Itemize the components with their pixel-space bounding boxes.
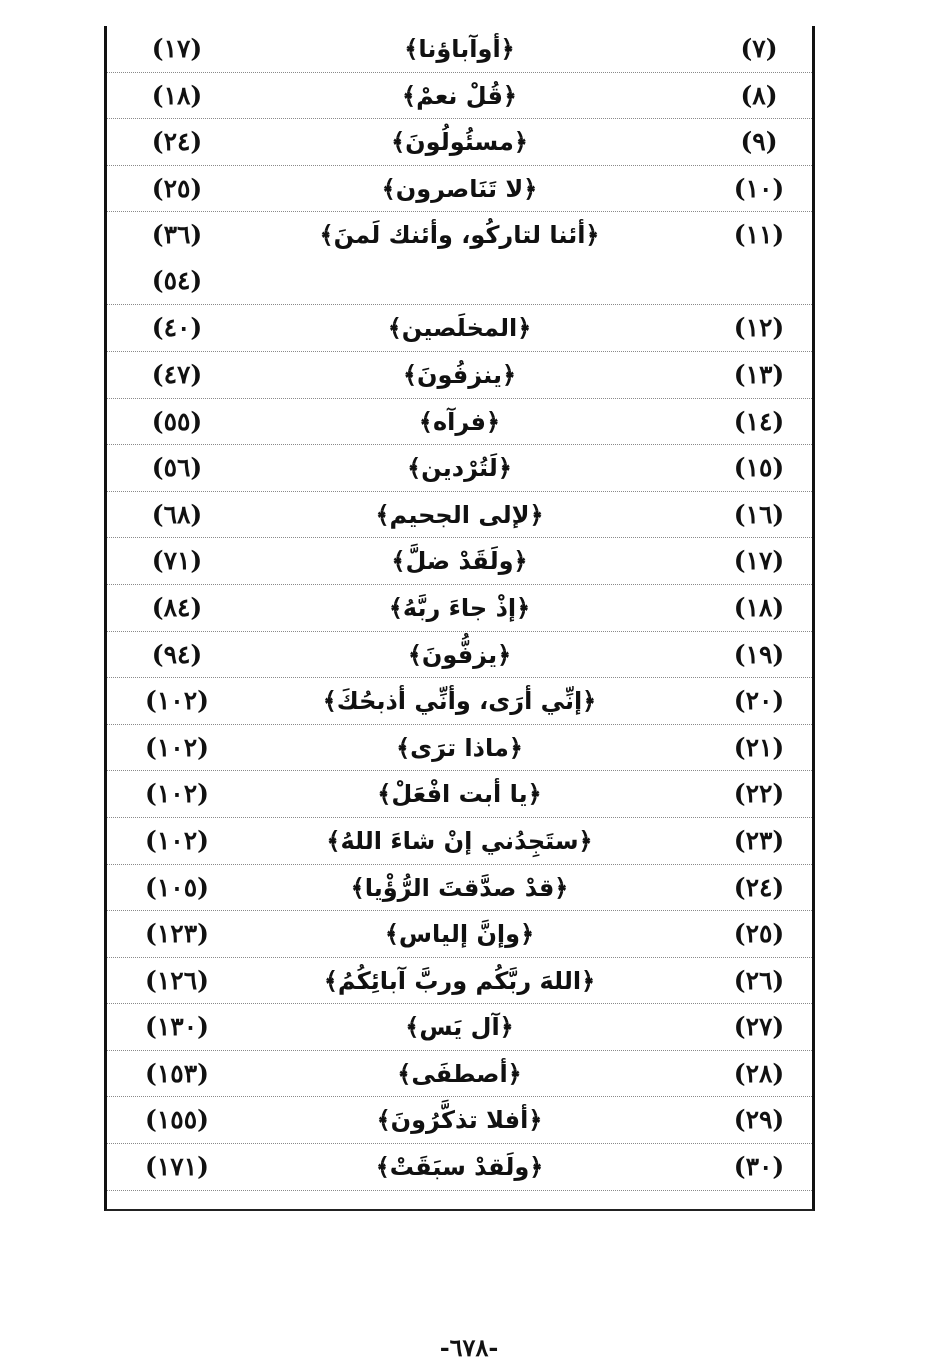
entry-number: (١٦) [733, 499, 785, 529]
verse-number: (١٢٦) [145, 965, 209, 995]
entry-number: (٨) [740, 80, 778, 110]
table-row [107, 1051, 812, 1098]
entry-number: (٢٥) [733, 919, 785, 949]
verse-number: (١٠٥) [145, 872, 209, 902]
page-number: -٦٧٨- [439, 1333, 499, 1362]
entry-number: (١٥) [733, 453, 785, 483]
entry-number: (١٩) [733, 639, 785, 669]
verse-number: (١٣٠) [145, 1012, 209, 1042]
verse-number: (٤٠) [151, 313, 203, 343]
entry-number: (٣٠) [733, 1152, 785, 1182]
verse-number: (١٨) [151, 80, 203, 110]
quran-word: ﴿يزفُّونَ﴾ [407, 640, 512, 669]
entry-number: (٢٨) [733, 1058, 785, 1088]
entry-number: (٢٠) [733, 686, 785, 716]
entry-number: (٢٢) [733, 779, 785, 809]
table-row [107, 1144, 812, 1191]
table-row [107, 632, 812, 679]
table-row [107, 26, 812, 73]
entry-number: (١٢) [733, 313, 785, 343]
readings-table [104, 26, 815, 1211]
table-row [107, 492, 812, 539]
verse-number: (٢٤) [151, 127, 203, 157]
quran-word: ﴿وإنَّ إلياس﴾ [384, 920, 535, 949]
verse-number: (١٧١) [145, 1152, 209, 1182]
table-row [107, 911, 812, 958]
verse-number: (٥٥) [151, 406, 203, 436]
entry-number: (٢٦) [733, 965, 785, 995]
entry-number: (١٣) [733, 359, 785, 389]
quran-word: ﴿أصطفَى﴾ [397, 1059, 522, 1088]
table-row [107, 119, 812, 166]
quran-word: ﴿لَتُرْدين﴾ [407, 454, 512, 483]
quran-word: ﴿آل يَس﴾ [405, 1013, 514, 1042]
entry-number: (٩) [740, 127, 778, 157]
entry-number: (٢٣) [733, 825, 785, 855]
table-row [107, 958, 812, 1005]
quran-word: ﴿قُلْ نعمْ﴾ [402, 81, 517, 110]
verse-number-secondary: (٥٤) [151, 266, 203, 296]
table-row [107, 352, 812, 399]
table-row [107, 585, 812, 632]
table-row [107, 678, 812, 725]
entry-number: (١٠) [733, 173, 785, 203]
table-row [107, 1004, 812, 1051]
verse-number: (٤٧) [151, 359, 203, 389]
quran-word: ﴿ولَقَدْ ضلَّ﴾ [391, 547, 528, 576]
table-row [107, 166, 812, 213]
entry-number: (١١) [733, 220, 785, 250]
verse-number: (١٥٣) [145, 1058, 209, 1088]
quran-word: ﴿ينزفُونَ﴾ [402, 360, 517, 389]
entry-number: (١٧) [733, 546, 785, 576]
quran-word: ﴿أفلا تذكَّرُونَ﴾ [376, 1106, 543, 1135]
verse-number: (٣٦) [151, 220, 203, 250]
quran-word: ﴿المخلَصين﴾ [387, 314, 532, 343]
verse-number: (١٠٢) [145, 825, 209, 855]
verse-number: (١٠٢) [145, 732, 209, 762]
table-row [107, 725, 812, 772]
quran-word: ﴿مسئُولُونَ﴾ [391, 128, 528, 157]
quran-word: ﴿ولَقدْ سبَقَتْ﴾ [375, 1153, 544, 1182]
quran-word: ﴿إنِّي أرَى، وأنِّي أذبحُكَ﴾ [322, 687, 597, 716]
quran-word: ﴿لا تَنَاصرون﴾ [381, 174, 538, 203]
table-row [107, 1097, 812, 1144]
table-row [107, 73, 812, 120]
entry-number: (٢١) [733, 732, 785, 762]
verse-number: (١٢٣) [145, 919, 209, 949]
entry-number: (٢٧) [733, 1012, 785, 1042]
quran-word: ﴿لإلى الجحيم﴾ [375, 500, 544, 529]
verse-number: (١٥٥) [145, 1105, 209, 1135]
table-row [107, 865, 812, 912]
entry-number: (١٨) [733, 592, 785, 622]
table-row [107, 538, 812, 585]
verse-number: (١٠٢) [145, 686, 209, 716]
quran-word: ﴿قدْ صدَّقتَ الرُّؤْيا﴾ [350, 873, 569, 902]
quran-word: ﴿ماذا ترَى﴾ [396, 733, 523, 762]
verse-number: (٦٨) [151, 499, 203, 529]
verse-number: (٩٤) [151, 639, 203, 669]
table-row [107, 305, 812, 352]
table-row [107, 212, 812, 305]
entry-number: (٢٤) [733, 872, 785, 902]
quran-word: ﴿إذْ جاءَ ربَّهُ﴾ [388, 593, 531, 622]
table-row [107, 399, 812, 446]
quran-word: ﴿أوآباؤنا﴾ [404, 35, 515, 63]
verse-number: (٥٦) [151, 453, 203, 483]
verse-number: (١٧) [151, 34, 203, 63]
entry-number: (٢٩) [733, 1105, 785, 1135]
verse-number: (٢٥) [151, 173, 203, 203]
quran-word: ﴿فرآه﴾ [418, 407, 501, 436]
quran-word: ﴿اللهَ ربَّكُم وربَّ آبائِكُمُ﴾ [323, 966, 596, 995]
verse-number: (٧١) [151, 546, 203, 576]
table-row [107, 771, 812, 818]
table-row [107, 818, 812, 865]
table-row [107, 445, 812, 492]
quran-word: ﴿ستَجِدُني إنْ شاءَ اللهُ﴾ [326, 826, 593, 855]
verse-number: (١٠٢) [145, 779, 209, 809]
verse-number: (٨٤) [151, 592, 203, 622]
entry-number: (١٤) [733, 406, 785, 436]
quran-word: ﴿يا أبت افْعَلْ﴾ [377, 780, 542, 809]
entry-number: (٧) [740, 34, 778, 63]
quran-word: ﴿أئنا لتاركُو، وأئنك لَمنَ﴾ [319, 221, 600, 250]
